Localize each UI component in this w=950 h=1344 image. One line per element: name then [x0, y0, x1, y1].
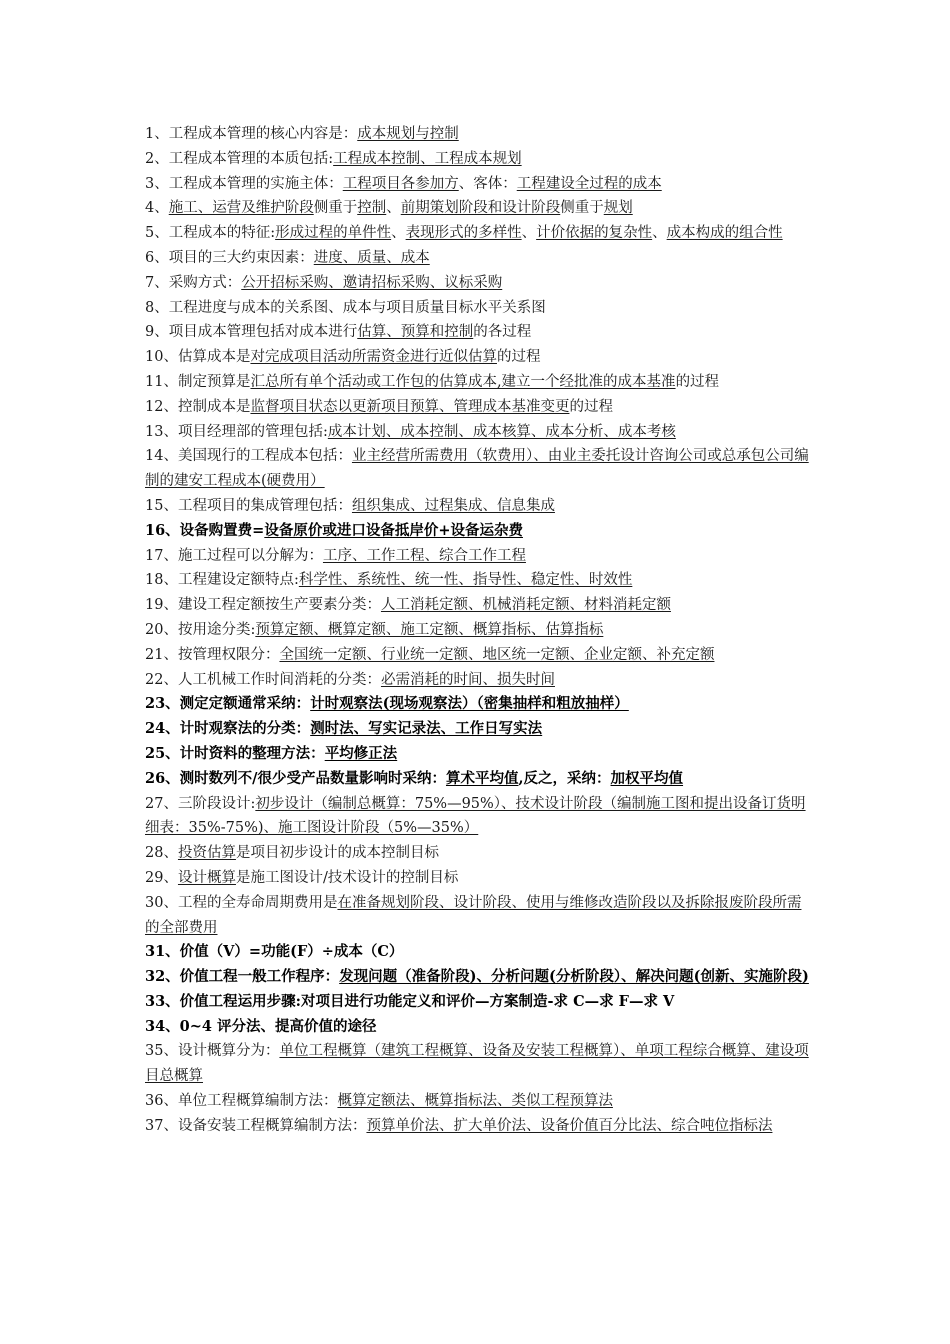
list-item [145, 172, 810, 197]
underlined-answer: 加权平均值 [610, 769, 684, 787]
item-text: 22、人工机械工作时间消耗的分类： [145, 671, 381, 688]
item-text: 36、单位工程概算编制方法： [145, 1093, 338, 1110]
list-item [145, 345, 810, 370]
underlined-answer: 测时法、写实记录法、工作日写实法 [310, 720, 543, 738]
list-item [145, 940, 810, 965]
item-text: 32、价值工程一般工作程序： [145, 968, 340, 986]
underlined-answer: 投资估算 [177, 845, 236, 862]
underlined-answer: 必需消耗的时间、损失时间 [380, 671, 555, 688]
item-text: 17、施工过程可以分解为： [145, 547, 323, 564]
list-item [145, 1039, 810, 1089]
underlined-answer: 估算、预算和控制 [357, 324, 474, 341]
item-text: 23、测定定额通常采纳： [145, 695, 311, 713]
item-text: 29、 [145, 869, 178, 886]
list-item [145, 891, 810, 941]
list-item [145, 494, 810, 519]
item-text: 、 [521, 225, 537, 242]
item-text: 6、项目的三大约束因素： [145, 249, 314, 266]
underlined-answer: 汇总所有单个活动或工作包的估算成本,建立一个经批准的成本基准 [250, 373, 676, 390]
underlined-answer: 预算定额、概算定额、施工定额、概算指标、估算指标 [255, 621, 604, 638]
list-item [145, 1089, 810, 1114]
item-text: 27、三阶段设计: [145, 795, 256, 812]
item-text: 、客体： [458, 175, 517, 192]
underlined-answer: 组织集成、过程集成、信息集成 [351, 497, 555, 514]
item-text: 35、设计概算分为： [145, 1043, 280, 1060]
underlined-answer: 工程建设全过程的成本 [516, 175, 662, 192]
list-item [145, 668, 810, 693]
list-item [145, 643, 810, 668]
item-text: 5、工程成本的特征: [145, 225, 276, 242]
list-item [145, 717, 810, 742]
list-item [145, 271, 810, 296]
item-text: 14、美国现行的工程成本包括： [145, 448, 352, 465]
underlined-answer: 预算单价法、扩大单价法、设备价值百分比法、综合吨位指标法 [366, 1117, 773, 1134]
underlined-answer: 算术平均值 [445, 769, 519, 787]
underlined-answer: 施工、运营及维护阶段 [168, 200, 314, 217]
item-text: 的过程 [675, 373, 720, 390]
list-item [145, 965, 810, 990]
list-item [145, 320, 810, 345]
list-item [145, 519, 810, 544]
underlined-answer: 控制 [357, 200, 387, 217]
list-item [145, 370, 810, 395]
list-item [145, 767, 810, 792]
item-text: 37、设备安装工程概算编制方法： [145, 1117, 367, 1134]
item-text: 24、计时观察法的分类： [145, 720, 311, 738]
item-text: 8、工程进度与成本的关系图、成本与项目质量目标水平关系图 [145, 299, 546, 316]
list-item [145, 444, 810, 494]
item-text: 、 [652, 225, 667, 242]
item-text: ,反之，采纳： [518, 769, 611, 787]
underlined-answer: 发现问题（准备阶段)、分析问题(分析阶段）、解决问题(创新、实施阶段) [339, 968, 809, 986]
list-item [145, 1015, 810, 1040]
item-text: 33、价值工程运用步骤:对项目进行功能定义和评价—方案制造-求 C—求 F—求 V [145, 992, 675, 1010]
item-text: 7、采购方式： [145, 274, 242, 291]
list-item [145, 866, 810, 891]
underlined-answer: 形成过程的单件性 [275, 225, 392, 242]
item-text: 16、设备购置费= [145, 521, 265, 539]
item-text: 的过程 [496, 349, 541, 366]
underlined-answer: 初步设计（编制总概算：75%—95%）、技术设计阶段（编制施工图和提出设备订货明细表：35%-75%)、施工图设计阶段（5%—35%） [145, 795, 806, 837]
list-item [145, 246, 810, 271]
underlined-answer: 规划 [603, 200, 633, 217]
item-text: 21、按管理权限分： [145, 646, 280, 663]
underlined-answer: 表现形式的多样性 [405, 225, 522, 242]
item-text: 34、0~4 评分法、提高价值的途径 [145, 1017, 377, 1035]
list-item [145, 196, 810, 221]
item-text: 26、测时数列不/很少受产品数量影响时采纳： [145, 769, 446, 787]
item-text: 的各过程 [473, 324, 532, 341]
item-text: 2、工程成本管理的本质包括: [145, 150, 334, 167]
list-item [145, 420, 810, 445]
document-body [145, 122, 810, 1139]
underlined-answer: 成本规划与控制 [357, 126, 459, 142]
item-text: 25、计时资料的整理方法： [145, 744, 325, 762]
item-text: 30、工程的全寿命周期费用是 [145, 894, 338, 911]
list-item [145, 122, 810, 147]
item-text: 11、制定预算是 [145, 373, 251, 390]
underlined-answer: 公开招标采购、邀请招标采购、议标采购 [241, 274, 503, 291]
item-text: 12、控制成本是 [145, 398, 251, 415]
underlined-answer: 前期策划阶段和设计阶段 [400, 200, 561, 217]
underlined-answer: 监督项目状态以更新项目预算、管理成本基准变更 [250, 398, 570, 415]
list-item [145, 692, 810, 717]
item-text: 、 [391, 225, 406, 242]
list-item [145, 147, 810, 172]
item-text: 1、工程成本管理的核心内容是： [145, 126, 358, 142]
item-text: 是项目初步设计的成本控制目标 [235, 845, 439, 862]
underlined-answer: 成本计划、成本控制、成本核算、成本分析、成本考核 [327, 423, 676, 440]
item-text: 28、 [145, 845, 178, 862]
underlined-answer: 科学性、系统性、统一性、指导性、稳定性、时效性 [298, 572, 633, 589]
underlined-answer: 工序、工作工程、综合工作工程 [322, 547, 526, 564]
underlined-answer: 人工消耗定额、机械消耗定额、材料消耗定额 [380, 597, 671, 614]
list-item [145, 792, 810, 842]
item-text: 31、价值（V）=功能(F）÷成本（C） [145, 943, 404, 961]
underlined-answer: 全国统一定额、行业统一定额、地区统一定额、企业定额、补充定额 [279, 646, 715, 663]
item-text: 9、项目成本管理包括对成本进行 [145, 324, 358, 341]
item-text: 10、估算成本是 [145, 349, 251, 366]
item-text: 19、建设工程定额按生产要素分类： [145, 597, 381, 614]
item-text: 20、按用途分类: [145, 621, 256, 638]
item-text: 侧重于 [313, 200, 358, 217]
item-text: 4、 [145, 200, 169, 217]
underlined-answer: 工程项目各参加方 [342, 175, 459, 192]
item-text: 、 [386, 200, 401, 217]
list-item [145, 544, 810, 569]
list-item [145, 1114, 810, 1139]
list-item [145, 568, 810, 593]
item-text: 15、工程项目的集成管理包括： [145, 497, 352, 514]
underlined-answer: 对完成项目活动所需资金进行近似估算 [250, 349, 497, 366]
list-item [145, 990, 810, 1015]
underlined-answer: 业主经营所需费用（软费用）、由业主委托设计咨询公司或总承包公司编制的建安工程成本(硬费用） [145, 448, 809, 490]
item-text: 是施工图设计/技术设计的控制目标 [235, 869, 459, 886]
underlined-answer: 计时观察法(现场观察法）（密集抽样和粗放抽样） [310, 695, 629, 713]
underlined-answer: 进度、质量、成本 [313, 249, 430, 266]
item-text: 3、工程成本管理的实施主体： [145, 175, 343, 192]
underlined-answer: 平均修正法 [324, 744, 398, 762]
list-item [145, 395, 810, 420]
list-item [145, 841, 810, 866]
list-item [145, 618, 810, 643]
underlined-answer: 设备原价或进口设备抵岸价+设备运杂费 [264, 521, 523, 539]
item-text: 13、项目经理部的管理包括: [145, 423, 328, 440]
underlined-answer: 工程成本控制、工程成本规划 [333, 150, 522, 167]
underlined-answer: 概算定额法、概算指标法、类似工程预算法 [337, 1093, 613, 1110]
item-text: 的过程 [569, 398, 613, 415]
list-item [145, 742, 810, 767]
underlined-answer: 单位工程概算（建筑工程概算、设备及安装工程概算）、单项工程综合概算、建设项目总概算 [145, 1043, 809, 1085]
list-item [145, 221, 810, 246]
underlined-answer: 在准备规划阶段、设计阶段、使用与维修改造阶段以及拆除报废阶段所需的全部费用 [145, 894, 802, 936]
item-text: 侧重于 [560, 200, 604, 217]
underlined-answer: 计价依据的复杂性 [536, 225, 653, 242]
list-item [145, 593, 810, 618]
underlined-answer: 成本构成的组合性 [666, 225, 783, 242]
list-item [145, 296, 810, 321]
item-text: 18、工程建设定额特点: [145, 572, 299, 589]
underlined-answer: 设计概算 [177, 869, 236, 886]
